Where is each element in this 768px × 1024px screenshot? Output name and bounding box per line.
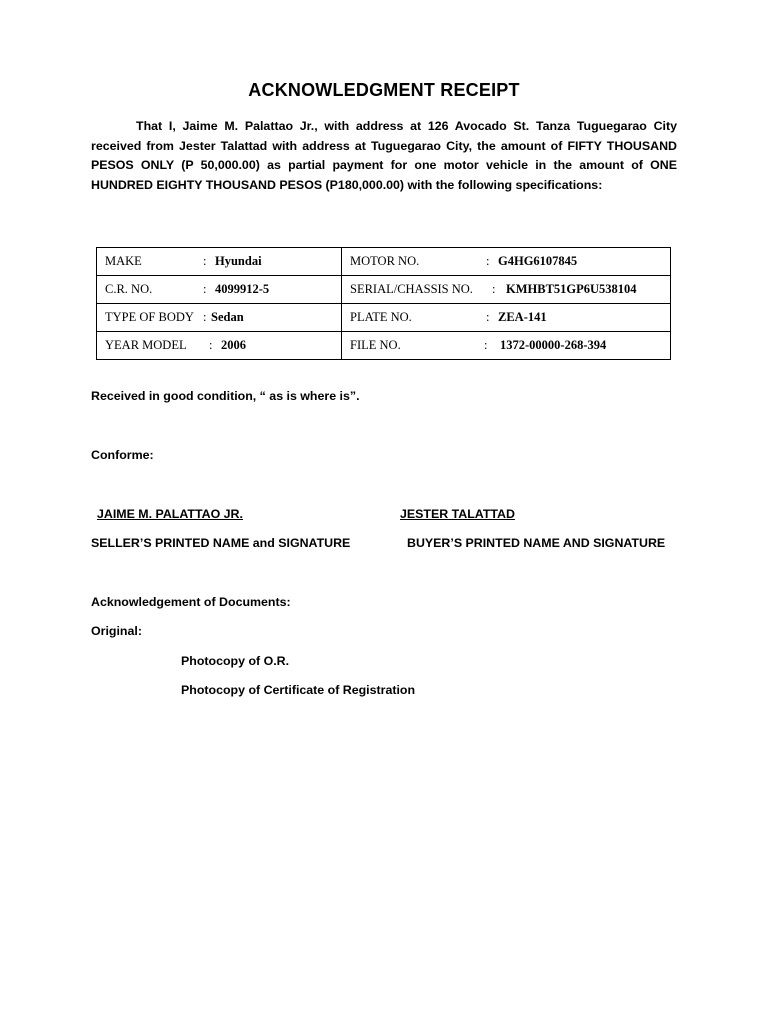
buyer-caption: BUYER’S PRINTED NAME AND SIGNATURE: [407, 536, 666, 550]
spec-cell: [342, 248, 671, 276]
buyer-name: JESTER TALATTAD: [400, 507, 515, 521]
spec-colon: :: [486, 310, 490, 324]
spec-cell: [342, 332, 671, 360]
spec-value: Sedan: [211, 310, 244, 324]
spec-cell: [97, 332, 342, 360]
document-title: ACKNOWLEDGMENT RECEIPT: [248, 80, 520, 100]
spec-value: 4099912-5: [215, 282, 270, 296]
intro-paragraph: That I, Jaime M. Palattao Jr., with address at 126 Avocado St. Tanza Tuguegarao City received from Jester Talattad with address at Tuguegarao City, the amount of FIFTY THOUSAND PESOS ONLY (P 50,000.00) as partial payment for one motor vehicle in the amount of ONE HUNDRED EIGHTY THOUSAND PESOS (P180,000.00) with the following specifications:: [91, 119, 677, 192]
vehicle-specs-table: [96, 247, 671, 360]
seller-name: JAIME M. PALATTAO JR.: [97, 507, 243, 521]
spec-cell: [342, 304, 671, 332]
table-row: [97, 304, 671, 332]
original-label: Original:: [91, 624, 142, 638]
table-row: [97, 332, 671, 360]
spec-value: KMHBT51GP6U538104: [506, 282, 637, 296]
spec-colon: :: [209, 338, 213, 352]
spec-label: MAKE: [105, 254, 142, 268]
spec-label: MOTOR NO.: [350, 254, 420, 268]
document-item: Photocopy of O.R.: [181, 654, 290, 668]
spec-label: TYPE OF BODY: [105, 310, 194, 324]
received-note: Received in good condition, “ as is where is”.: [91, 389, 360, 403]
spec-colon: :: [484, 338, 488, 352]
spec-value: 2006: [221, 338, 246, 352]
table-row: [97, 276, 671, 304]
spec-label: SERIAL/CHASSIS NO.: [350, 282, 473, 296]
spec-label: FILE NO.: [350, 338, 401, 352]
spec-value: Hyundai: [215, 254, 262, 268]
seller-caption: SELLER’S PRINTED NAME and SIGNATURE: [91, 536, 351, 550]
spec-value: ZEA-141: [498, 310, 547, 324]
spec-value: 1372-00000-268-394: [500, 338, 607, 352]
table-row: [97, 248, 671, 276]
spec-label: YEAR MODEL: [105, 338, 187, 352]
spec-cell: [97, 304, 342, 332]
spec-colon: :: [203, 282, 207, 296]
conforme-label: Conforme:: [91, 448, 154, 462]
spec-colon: :: [203, 310, 207, 324]
spec-colon: :: [203, 254, 207, 268]
spec-colon: :: [492, 282, 496, 296]
spec-cell: [342, 276, 671, 304]
documents-heading: Acknowledgement of Documents:: [91, 595, 291, 609]
spec-cell: [97, 276, 342, 304]
spec-value: G4HG6107845: [498, 254, 578, 268]
spec-label: C.R. NO.: [105, 282, 153, 296]
document-item: Photocopy of Certificate of Registration: [181, 683, 416, 697]
spec-label: PLATE NO.: [350, 310, 412, 324]
spec-colon: :: [486, 254, 490, 268]
spec-cell: [97, 248, 342, 276]
